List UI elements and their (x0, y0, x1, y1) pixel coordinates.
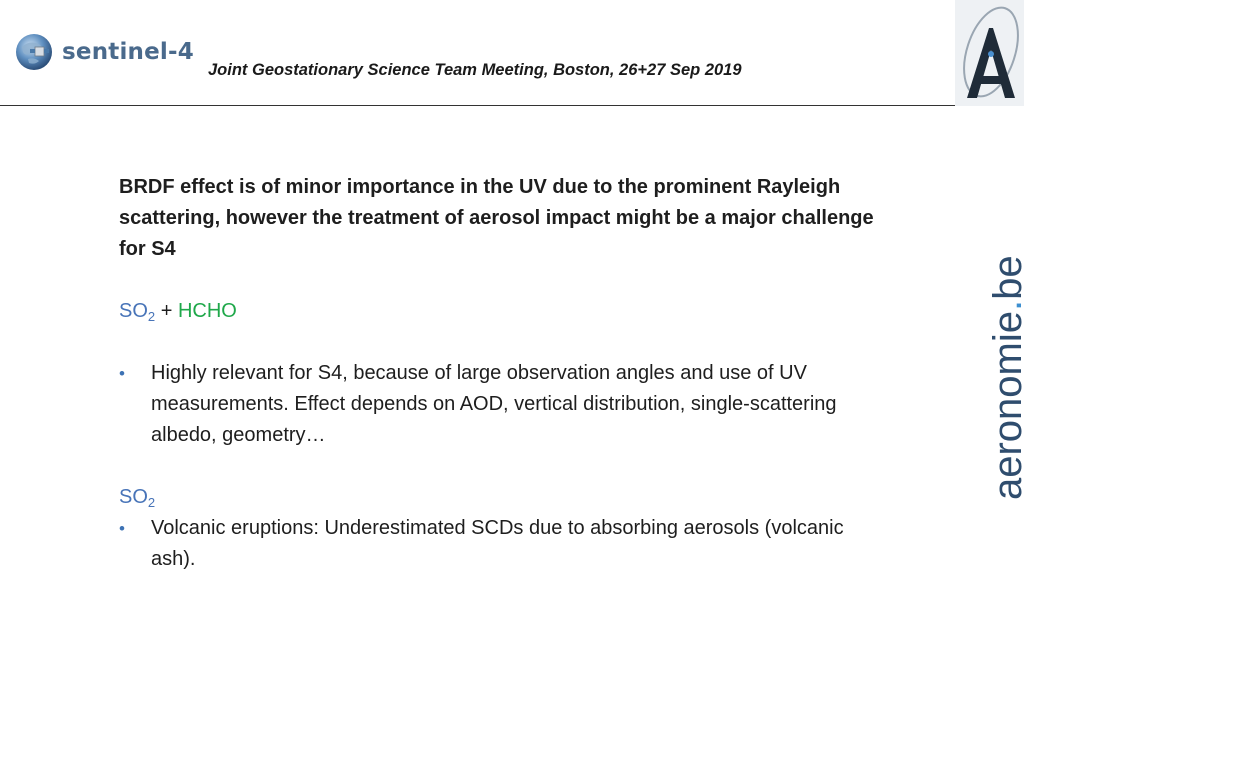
bullet-icon: • (119, 364, 125, 383)
aeronomie-logo (983, 255, 1243, 500)
hcho-label: HCHO (177, 300, 237, 322)
globe-icon (14, 32, 54, 72)
meeting-title: Joint Geostationary Science Team Meeting, Boston, 26+27 Sep 2019 (208, 61, 742, 79)
bullet-text: Highly relevant for S4, because of large observation angles and use of UV measurements. Effect depends on AOD, vertical distribution, single-scattering albedo, geometry… (151, 362, 837, 446)
sentinel-logo-text: sentinel-4 (62, 39, 194, 65)
so2-hcho-heading (119, 296, 879, 327)
slide-body (119, 172, 879, 575)
plus-sign: + (160, 300, 173, 322)
sentinel-4-logo (14, 30, 194, 74)
institute-a-logo (955, 0, 1024, 106)
so2-subscript: 2 (147, 309, 156, 324)
aeronomie-logo-tld: be (986, 255, 1030, 300)
header-divider (0, 105, 955, 106)
so2-bullet-list (119, 513, 879, 575)
bullet-text: Volcanic eruptions: Underestimated SCDs due to absorbing aerosols (volcanic ash). (151, 517, 844, 570)
slide-header (0, 0, 1024, 108)
aeronomie-logo-main: aeronomie (986, 310, 1030, 500)
bullet-icon: • (119, 519, 125, 538)
so2-label (119, 486, 155, 508)
so2-text: SO (119, 486, 148, 508)
so2-heading (119, 482, 879, 513)
so2-hcho-bullet-list (119, 358, 879, 451)
aeronomie-logo-dot: . (986, 299, 1030, 311)
so2-subscript: 2 (147, 495, 156, 510)
so2-label (119, 300, 155, 322)
intro-paragraph: BRDF effect is of minor importance in the UV due to the prominent Rayleigh scattering, however the treatment of aerosol impact might be a major challenge for S4 (119, 176, 874, 260)
list-item (119, 513, 879, 575)
so2-text: SO (119, 300, 148, 322)
list-item (119, 358, 879, 451)
